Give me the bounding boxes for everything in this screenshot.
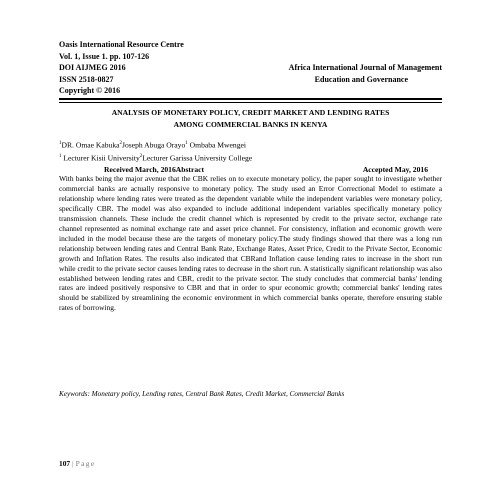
page-number: 107 <box>59 459 71 468</box>
header-divider-thick <box>59 98 442 100</box>
accepted-date: Accepted May, 2016 <box>362 165 428 174</box>
affiliation-1: Lecturer Kisii University <box>63 153 140 163</box>
author-block <box>59 138 442 163</box>
paper-title <box>59 107 442 131</box>
author-1: DR. Omae Kabuka <box>61 140 120 150</box>
volume-info: Vol. 1, Issue 1. pp. 107-126 <box>59 51 150 61</box>
footer-separator: | <box>72 459 74 468</box>
author-2: Joseph Abuga Orayo <box>122 140 186 150</box>
keywords: Keywords: Monetary policy, Lending rates, Central Bank Rates, Credit Market, Commercial Banks <box>59 390 345 398</box>
author-3: Ombaba Mwengei <box>187 140 246 150</box>
journal-header <box>59 39 442 97</box>
affiliation-2: Lecturer Garissa University College <box>142 153 253 163</box>
copyright-info: Copyright © 2016 <box>59 86 121 95</box>
abstract-text: With banks being the major avenue that the CBK relies on to execute monetary policy, the paper sought to investigate whether commercial banks are actually responsive to monetary policy. The study used an Error Correctional Model to estimate a relationship where lending rates were treated as the dependent variable while the independent variables were monetary policy, specifically CBR. The model was also expanded to include additional independent variables specifically monetary policy transmission channels. These include the credit channel which is represented by credit to the private sector, exchange rate channel represented as nominal exchange rate and asset price channel. For consistency, inflation and economic growth were included in the model because these are the targets of monetary policy.The study findings showed that there was a long run relationship between lending rates and Central Bank Rate, Exchange Rates, Asset Price, Credit to the Private Sector, Economic growth and Inflation Rates. The results also indicated that CBRand Inflation cause lending rates to increase in the short run while credit to the private sector causes lending rates to decrease in the short run. A statistically significant relationship was also established between lending rates and CBR, credit to the private sector. The study concludes that commercial banks' lending rates are indeed positively responsive to CBR and that in order to spur economic growth; commercial banks' lending rates should be stabilized by streamlining the economic environment in which commercial banks operate, therefore ensuring stable rates of borrowing. <box>59 174 442 313</box>
page-label: Page <box>75 459 96 468</box>
author-names: $^1$DR. Omae Kabuka$^2$Joseph Abuga Orayo$^1$ Ombaba Mwengei <box>59 140 246 150</box>
publisher-name: Oasis International Resource Centre <box>59 40 184 49</box>
doi-info: DOI AIJMEG 2016 <box>59 63 126 72</box>
header-divider-thin <box>59 102 442 103</box>
journal-name-line2: Education and Governance <box>314 74 408 84</box>
page-footer <box>59 459 96 469</box>
title-line-2: AMONG COMMERCIAL BANKS IN KENYA <box>173 120 328 129</box>
title-line-1: ANALYSIS OF MONETARY POLICY, CREDIT MARKET AND LENDING RATES <box>111 108 390 117</box>
received-date: Received March, 2016Abstract <box>104 165 205 174</box>
journal-name-line1: Africa International Journal of Management <box>288 63 442 72</box>
author-affiliations: $^1$ Lecturer Kisii University$^2$Lecturer Garissa University College <box>59 153 253 163</box>
issn-info: ISSN 2518-0827 <box>59 74 114 84</box>
